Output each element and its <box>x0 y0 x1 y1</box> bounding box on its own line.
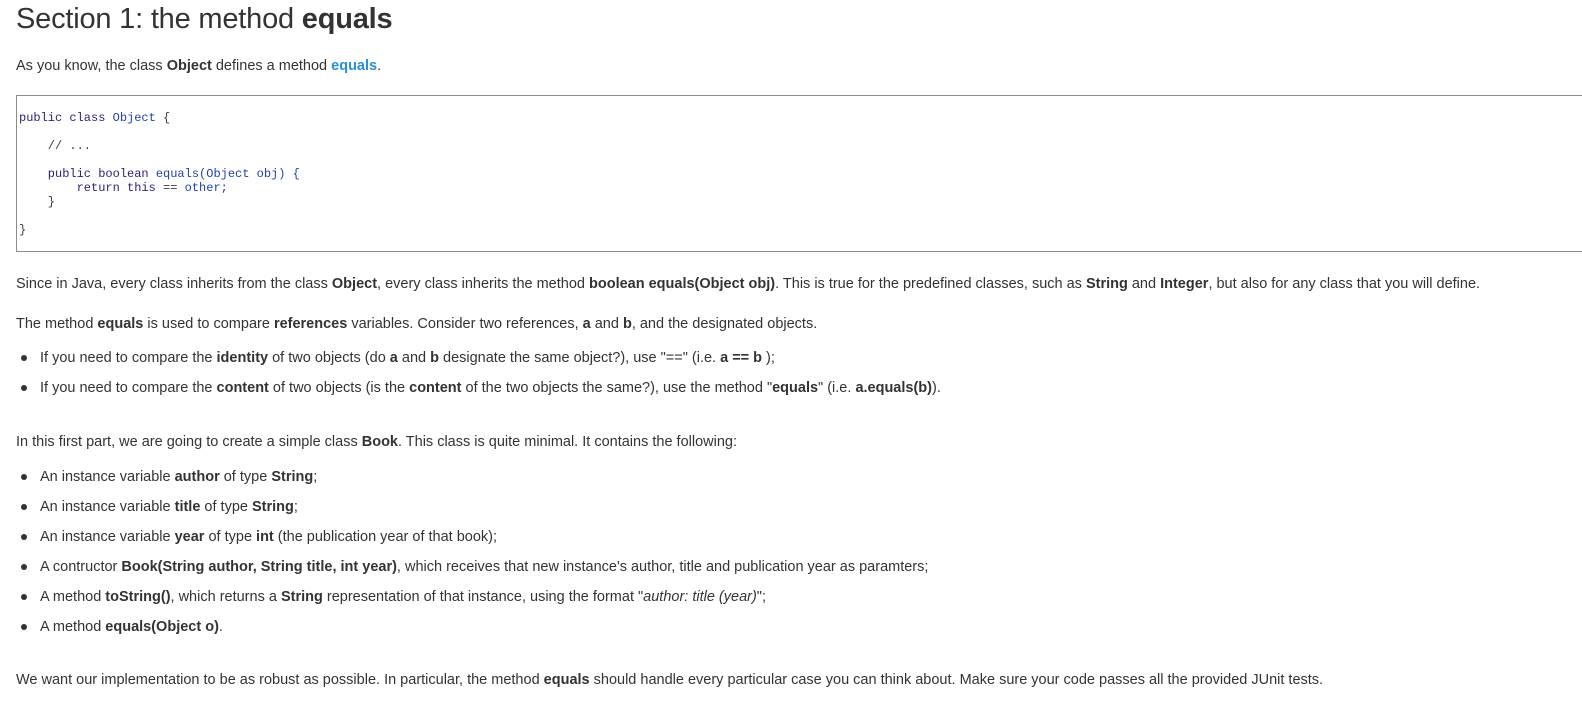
book-intro-paragraph: In this first part, we are going to create a simple class Book. This class is quite minimal. It contains the following: <box>16 434 737 450</box>
code-text: public class Object { // ... public boolean equals(Object obj) { return this == other; } } <box>19 111 300 237</box>
list-item: An instance variable year of type int (the publication year of that book); <box>16 527 928 547</box>
book-members-list <box>16 467 928 637</box>
list-item: An instance variable title of type String; <box>16 497 928 517</box>
list-item: An instance variable author of type String; <box>16 467 928 487</box>
comparison-list <box>16 348 941 398</box>
list-item: A method toString(), which returns a String representation of that instance, using the format "author: title (year)"; <box>16 587 928 607</box>
robustness-paragraph: We want our implementation to be as robust as possible. In particular, the method equals should handle every particular case you can think about. Make sure your code passes all the provided JUnit tests. <box>16 672 1324 688</box>
references-paragraph: The method equals is used to compare references variables. Consider two references, a and b, and the designated objects. <box>16 316 818 332</box>
code-block <box>16 95 1582 252</box>
equals-link[interactable]: equals <box>331 58 378 74</box>
list-item: If you need to compare the identity of two objects (do a and b designate the same object?), use "==" (i.e. a == b ); <box>16 348 941 368</box>
list-item: If you need to compare the content of two objects (is the content of the two objects the same?), use the method "equals" (i.e. a.equals(b)). <box>16 378 941 398</box>
intro-paragraph: As you know, the class Object defines a method equals. <box>16 58 382 74</box>
list-item: A method equals(Object o). <box>16 617 928 637</box>
list-item: A contructor Book(String author, String title, int year), which receives that new instance's author, title and publication year as paramters; <box>16 557 928 577</box>
inheritance-paragraph: Since in Java, every class inherits from the class Object, every class inherits the method boolean equals(Object obj). This is true for the predefined classes, such as String and Integer, but also for any class that you will define. <box>16 276 1481 292</box>
section-heading: Section 1: the method equals <box>16 3 393 35</box>
